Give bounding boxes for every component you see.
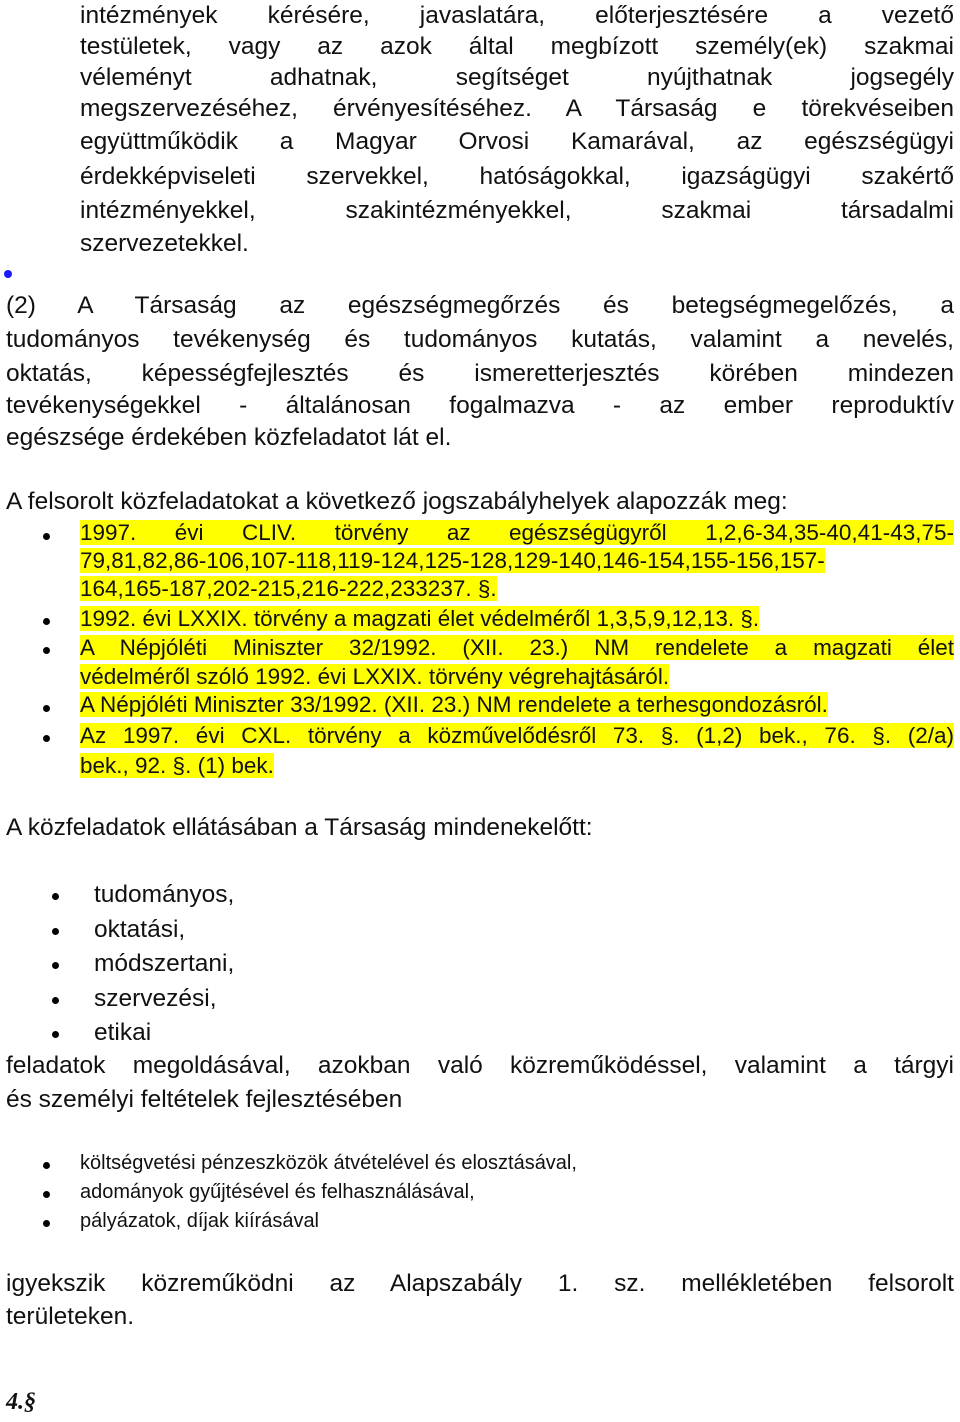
legal-item-line: bek., 92. §. (1) bek. <box>80 753 274 778</box>
section-heading: 4.§ <box>6 1389 36 1415</box>
bullet-icon <box>43 735 50 742</box>
paragraph-line: és személyi feltételek fejlesztésében <box>6 1086 403 1113</box>
legal-item-line: védelméről szóló 1992. évi LXXIX. törvény végrehajtásáról. <box>80 664 670 689</box>
para2-line: oktatás, képességfejlesztés és ismeretterjesztés körében mindezen <box>6 360 954 387</box>
intro-line: szervezetekkel. <box>80 230 249 257</box>
intro-line: testületek, vagy az azok által megbízott személy(ek) szakmai <box>80 33 954 60</box>
legal-item-line: 1992. évi LXXIX. törvény a magzati élet védelméről 1,3,5,9,12,13. §. <box>80 606 760 631</box>
intro-line: együttműködik a Magyar Orvosi Kamarával, az egészségügyi <box>80 128 954 155</box>
legal-heading: A felsorolt közfeladatokat a következő jogszabályhelyek alapozzák meg: <box>6 488 788 515</box>
legal-item-line: 79,81,82,86-106,107-118,119-124,125-128,129-140,146-154,155-156,157- <box>80 548 825 573</box>
bullet-icon <box>43 647 50 654</box>
paragraph-line: területeken. <box>6 1303 135 1330</box>
legal-item-line: A Népjóléti Miniszter 33/1992. (XII. 23.) NM rendelete a terhesgondozásról. <box>80 692 828 717</box>
bullet-icon <box>43 1191 50 1198</box>
bullet-icon <box>43 1220 50 1227</box>
bullet-icon <box>43 533 50 540</box>
bullet-icon <box>52 893 59 900</box>
list-item: oktatási, <box>94 916 186 943</box>
tasks-heading: A közfeladatok ellátásában a Társaság mindenekelőtt: <box>6 814 593 841</box>
legal-item-line: 1997. évi CLIV. törvény az egészségügyről 1,2,6-34,35-40,41-43,75- <box>80 520 954 545</box>
list-item: etikai <box>94 1019 152 1046</box>
bullet-icon <box>43 1162 50 1169</box>
bullet-icon <box>4 270 12 278</box>
paragraph-line: feladatok megoldásával, azokban való közreműködéssel, valamint a tárgyi <box>6 1052 954 1079</box>
paragraph-line: igyekszik közreműködni az Alapszabály 1. sz. mellékletében felsorolt <box>6 1270 954 1297</box>
legal-item-line: A Népjóléti Miniszter 32/1992. (XII. 23.) NM rendelete a magzati élet <box>80 635 954 660</box>
bullet-icon <box>52 928 59 935</box>
bullet-icon <box>43 618 50 625</box>
bullet-icon <box>43 705 50 712</box>
list-item: szervezési, <box>94 985 217 1012</box>
intro-line: érdekképviseleti szervekkel, hatóságokkal, igazságügyi szakértő <box>80 163 954 190</box>
para2-line: tudományos tevékenység és tudományos kutatás, valamint a nevelés, <box>6 326 954 353</box>
legal-item-line: Az 1997. évi CXL. törvény a közművelődésről 73. §. (1,2) bek., 76. §. (2/a) <box>80 723 954 748</box>
intro-line: megszervezéséhez, érvényesítéséhez. A Társaság e törekvéseiben <box>80 95 954 122</box>
para2-line: (2) A Társaság az egészségmegőrzés és betegségmegelőzés, a <box>6 292 954 319</box>
intro-line: intézményekkel, szakintézményekkel, szakmai társadalmi <box>80 197 954 224</box>
list-item: adományok gyűjtésével és felhasználásával, <box>80 1181 475 1203</box>
list-item: módszertani, <box>94 950 235 977</box>
intro-line: intézmények kérésére, javaslatára, előterjesztésére a vezető <box>80 2 954 29</box>
legal-item-line: 164,165-187,202-215,216-222,233237. §. <box>80 576 497 601</box>
bullet-icon <box>52 1031 59 1038</box>
para2-line: egészsége érdekében közfeladatot lát el. <box>6 424 452 451</box>
list-item: tudományos, <box>94 881 235 908</box>
bullet-icon <box>52 997 59 1004</box>
para2-line: tevékenységekkel - általánosan fogalmazva - az ember reproduktív <box>6 392 954 419</box>
list-item: pályázatok, díjak kiírásával <box>80 1210 320 1232</box>
list-item: költségvetési pénzeszközök átvételével és elosztásával, <box>80 1152 577 1174</box>
bullet-icon <box>52 962 59 969</box>
intro-line: véleményt adhatnak, segítséget nyújthatnak jogsegély <box>80 64 954 91</box>
